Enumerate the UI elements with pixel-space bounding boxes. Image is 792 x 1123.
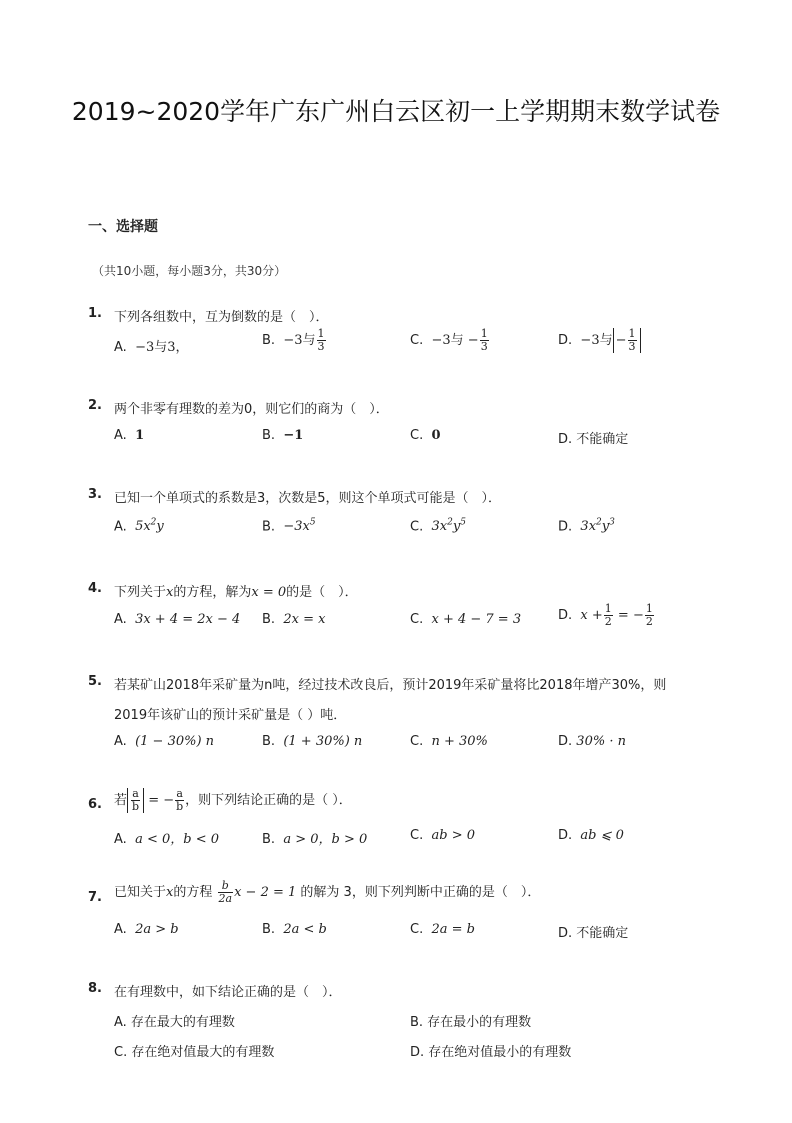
section-note: （共10小题，每小题3分，共30分） <box>92 264 287 278</box>
option-d: D. 30% · n <box>558 734 626 749</box>
question-number: 2. <box>88 398 102 413</box>
option-d: D. −3与 − $\frac{1}{3}$ <box>558 328 641 353</box>
option-b: B. $-3x^5$ <box>262 518 316 535</box>
option-b: B. 存在最小的有理数 <box>410 1015 532 1030</box>
option-c: C. ab > 0 <box>410 828 475 843</box>
option-a: A. 2a > b <box>114 922 179 937</box>
question-number: 8. <box>88 981 102 996</box>
option-d: D. 不能确定 <box>558 432 629 447</box>
option-d: D. x + $\frac{1}{2}$ = − $\frac{1}{2}$ <box>558 602 653 628</box>
question-number: 4. <box>88 581 102 596</box>
question-number: 6. <box>88 797 102 812</box>
option-a: A. −3与3， <box>114 340 189 355</box>
option-c: C. 2a = b <box>410 922 475 937</box>
option-d: D. ab ⩽ 0 <box>558 828 624 843</box>
option-b: B. −3与 $\frac{1}{3}$ <box>262 327 325 353</box>
page-title: 2019~2020学年广东广州白云区初一上学期期末数学试卷 <box>71 97 721 126</box>
question-number: 7. <box>88 890 102 905</box>
option-d: D. $3x^2y^3$ <box>558 518 615 535</box>
option-a: A. a < 0，b < 0 <box>114 832 219 847</box>
option-b: B. 2a < b <box>262 922 327 937</box>
option-c: C. 存在绝对值最大的有理数 <box>114 1045 275 1060</box>
option-a: A. $5x^2y$ <box>114 518 164 535</box>
question-stem: 已知关于x的方程 $\frac{b}{2a}$ x − 2 = 1 的解为 3，则下列判断中正确的是（ ）． <box>114 879 541 905</box>
section-heading: 一、选择题 <box>88 219 158 235</box>
option-b: B. −1 <box>262 428 304 443</box>
option-d: D. 存在绝对值最小的有理数 <box>410 1045 572 1060</box>
option-c: C. x + 4 − 7 = 3 <box>410 612 522 627</box>
question-stem-continued: 2019年该矿山的预计采矿量是（ ）吨． <box>114 708 347 723</box>
option-d: D. 不能确定 <box>558 926 629 941</box>
question-stem: 在有理数中，如下结论正确的是（ ）． <box>114 985 342 1000</box>
option-b: B. a > 0，b > 0 <box>262 832 368 847</box>
question-number: 1. <box>88 306 102 321</box>
question-stem: 两个非零有理数的差为0，则它们的商为（ ）． <box>114 402 389 417</box>
question-stem: 下列各组数中，互为倒数的是（ ）． <box>114 310 329 325</box>
option-c: C. $3x^2y^5$ <box>410 518 466 535</box>
option-a: A. 存在最大的有理数 <box>114 1015 235 1030</box>
option-b: B. (1 + 30%) n <box>262 734 363 749</box>
question-stem: 若某矿山2018年采矿量为n吨，经过技术改良后，预计2019年采矿量将比2018年增产30%，则 <box>114 678 667 693</box>
question-stem: 若 $\frac{a}{b}$ = − $\frac{a}{b}$ ，则下列结论正确的是（ ）． <box>114 787 352 813</box>
option-b: B. 2x = x <box>262 612 326 627</box>
option-c: C. −3与 − $\frac{1}{3}$ <box>410 327 488 353</box>
question-number: 3. <box>88 487 102 502</box>
question-number: 5. <box>88 674 102 689</box>
question-stem: 已知一个单项式的系数是3，次数是5，则这个单项式可能是（ ）． <box>114 491 502 506</box>
option-a: A. 3x + 4 = 2x − 4 <box>114 612 241 627</box>
option-c: C. n + 30% <box>410 734 488 749</box>
question-stem: 下列关于x的方程，解为x = 0的是（ ）． <box>114 585 358 600</box>
option-a: A. (1 − 30%) n <box>114 734 215 749</box>
option-a: A. 1 <box>114 428 145 443</box>
option-c: C. 0 <box>410 428 441 443</box>
